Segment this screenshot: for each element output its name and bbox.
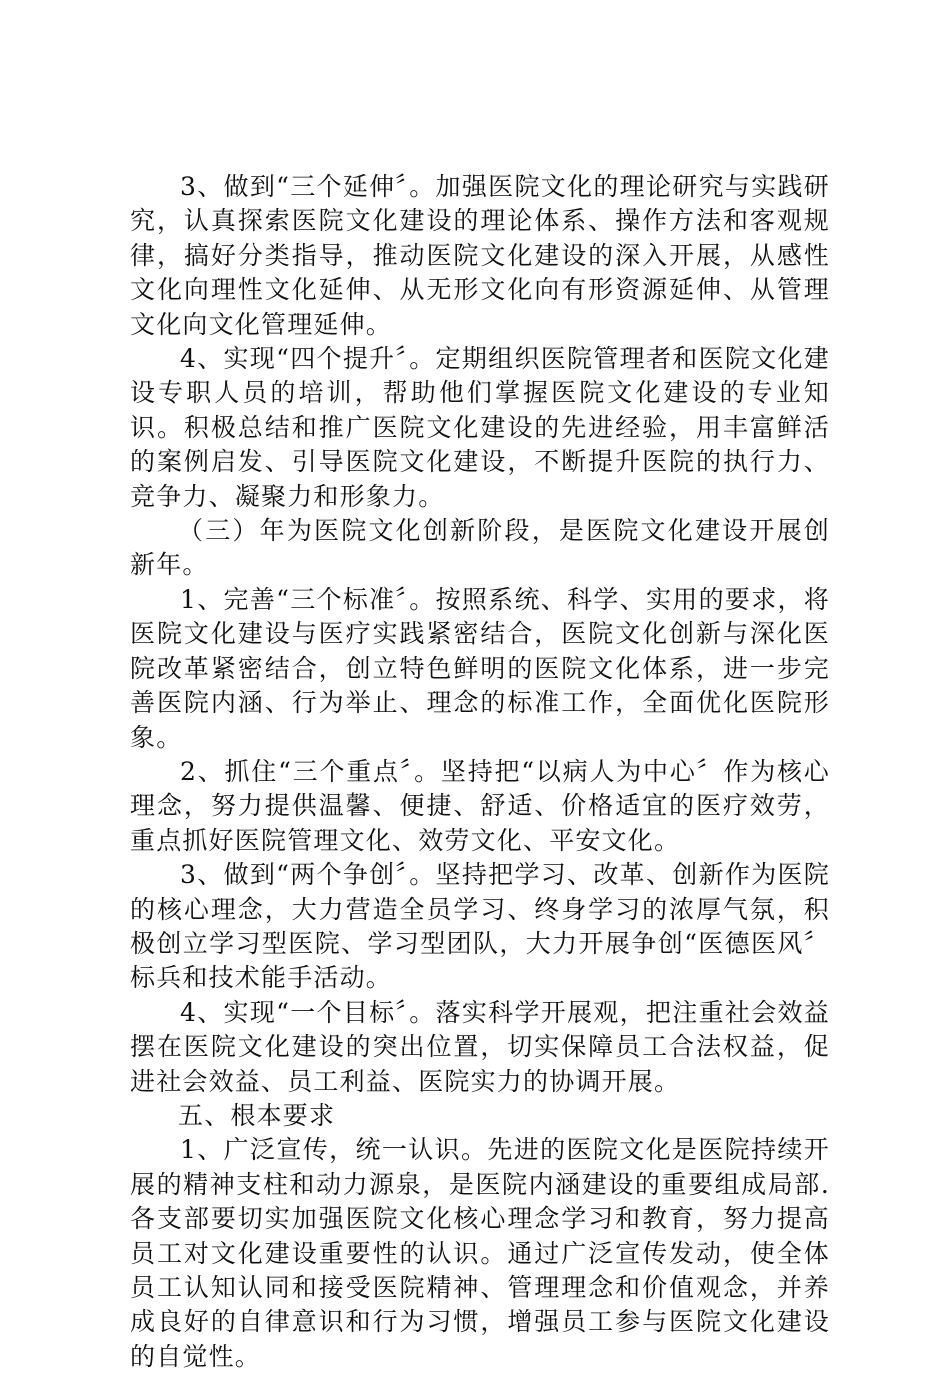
paragraph-three-extensions: 3、做到“三个延伸〞。加强医院文化的理论研究与实践研究，认真探索医院文化建设的理论体系、操作方法和客观规律，搞好分类指导，推动医院文化建设的深入开展，从感性文化向理性文化延伸、从无形文化向有形资源延伸、从管理文化向文化管理延伸。 xyxy=(130,172,830,339)
document-body xyxy=(130,170,830,1374)
section-innovation-stage: （三）年为医院文化创新阶段，是医院文化建设开展创新年。 xyxy=(130,516,830,580)
paragraph-three-standards: 1、完善“三个标准〞。按照系统、科学、实用的要求，将医院文化建设与医疗实践紧密结合，医院文化创新与深化医院改革紧密结合，创立特色鲜明的医院文化体系，进一步完善医院内涵、行为举止、理念的标准工作，全面优化医院形象。 xyxy=(130,584,830,752)
paragraph-four-improvements: 4、实现“四个提升〞。定期组织医院管理者和医院文化建设专职人员的培训，帮助他们掌握医院文化建设的专业知识。积极总结和推广医院文化建设的先进经验，用丰富鲜活的案例启发、引导医院文化建设，不断提升医院的执行力、竞争力、凝聚力和形象力。 xyxy=(130,344,830,511)
paragraph-one-goal: 4、实现“一个目标〞。落实科学开展观，把注重社会效益摆在医院文化建设的突出位置，切实保障员工合法权益，促进社会效益、员工利益、医院实力的协调开展。 xyxy=(130,997,830,1096)
paragraph-three-focuses: 2、抓住“三个重点〞。坚持把“以病人为中心〞作为核心理念，努力提供温馨、便捷、舒适、价格适宜的医疗效劳，重点抓好医院管理文化、效劳文化、平安文化。 xyxy=(130,756,830,855)
paragraph-publicity-consensus: 1、广泛宣传，统一认识。先进的医院文化是医院持续开展的精神支柱和动力源泉，是医院内涵建设的重要组成局部.各支部要切实加强医院文化核心理念学习和教育，努力提高员工对文化建设重要性的认识。通过广泛宣传发动，使全体员工认知认同和接受医院精神、管理理念和价值观念，并养成良好的自律意识和行为习惯，增强员工参与医院文化建设的自觉性。 xyxy=(130,1135,830,1371)
heading-basic-requirements: 五、根本要求 xyxy=(178,1100,336,1130)
paragraph-two-strivings: 3、做到“两个争创〞。坚持把学习、改革、创新作为医院的核心理念，大力营造全员学习、终身学习的浓厚气氛，积极创立学习型医院、学习型团队，大力开展争创“医德医风〞标兵和技术能手活动。 xyxy=(130,860,830,993)
